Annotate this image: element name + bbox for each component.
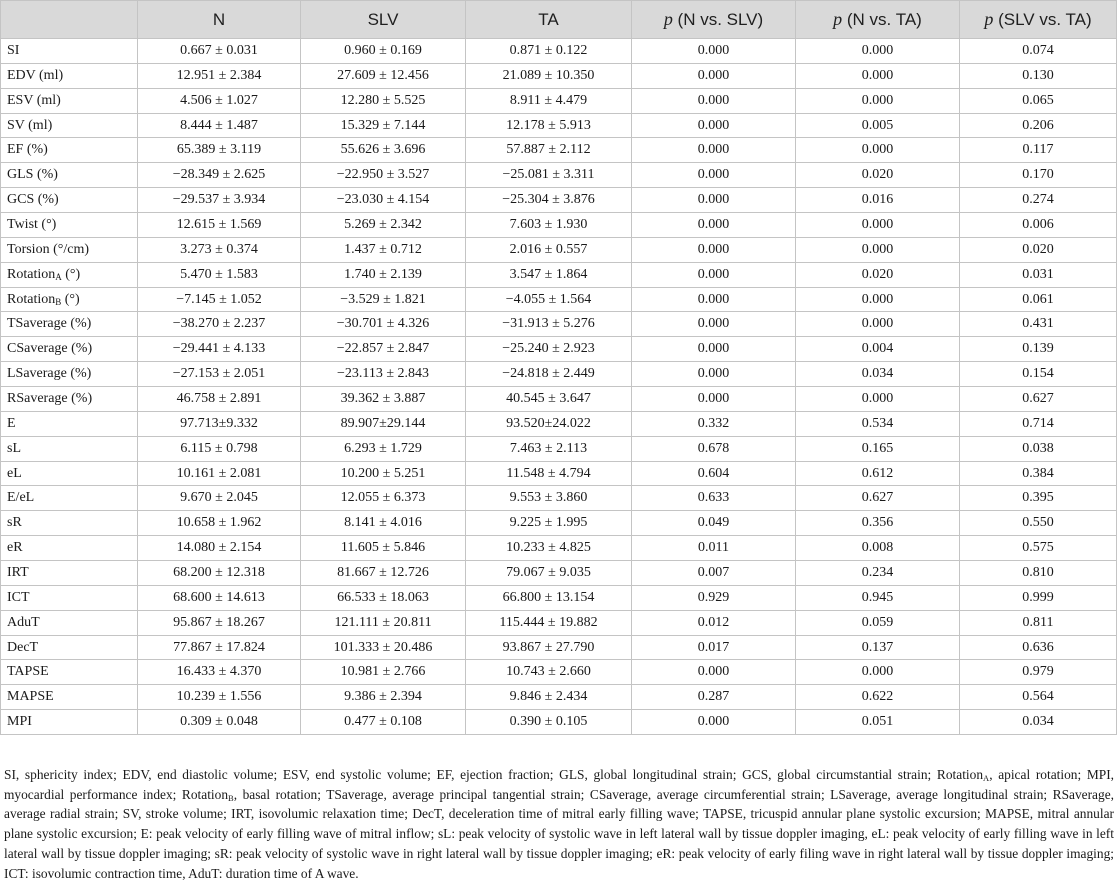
table-row <box>1 113 1117 138</box>
p-symbol: p <box>984 9 994 29</box>
header-p-n-vs-slv-label: (N vs. SLV) <box>672 10 764 29</box>
p-slv-vs-ta-cell: 0.038 <box>960 436 1117 461</box>
p-n-vs-slv-cell: 0.633 <box>632 486 796 511</box>
ta-value-cell: 9.553 ± 3.860 <box>466 486 632 511</box>
p-n-vs-slv-cell: 0.011 <box>632 536 796 561</box>
n-value-cell: 5.470 ± 1.583 <box>138 262 301 287</box>
footnote-text: , basal rotation; TSaverage, average principal tangential strain; CSaverage, average circumferential strain; LSaverage, average longitudinal strain; RSaverage, average radial strain; SV, stroke volume; IRT, isovolumic relaxation time; DecT, deceleration time of mitral early filling wave; TAPSE, tricuspid annular plane systolic excursion; MAPSE, mitral annular plane systolic excursion; E: peak velocity of early filling wave of mitral inflow; sL: peak velocity of systolic wave in left lateral wall by tissue doppler imaging, eL: peak velocity of early filling wave in left lateral wall by tissue doppler imaging; sR: peak velocity of systolic wave in right lateral wall by tissue doppler imaging; eR: peak velocity of early filing wave in right lateral wall by tissue doppler imaging; ICT: isovolumic contraction time, AduT: duration time of A wave. <box>4 786 1114 881</box>
ta-value-cell: 79.067 ± 9.035 <box>466 561 632 586</box>
slv-value-cell: −3.529 ± 1.821 <box>301 287 466 312</box>
parameter-cell <box>1 262 138 287</box>
table-row <box>1 39 1117 64</box>
parameter-name: CSaverage (%) <box>7 341 93 357</box>
parameter-name: TAPSE <box>7 664 49 680</box>
parameter-name: Rotation <box>7 266 56 282</box>
slv-value-cell: −22.857 ± 2.847 <box>301 337 466 362</box>
p-slv-vs-ta-cell: 0.061 <box>960 287 1117 312</box>
ta-value-cell: −24.818 ± 2.449 <box>466 362 632 387</box>
p-n-vs-slv-cell: 0.604 <box>632 461 796 486</box>
p-slv-vs-ta-cell: 0.714 <box>960 411 1117 436</box>
parameter-cell <box>1 536 138 561</box>
ta-value-cell: 0.390 ± 0.105 <box>466 710 632 735</box>
p-n-vs-slv-cell: 0.012 <box>632 610 796 635</box>
p-n-vs-ta-cell: 0.000 <box>796 63 960 88</box>
parameter-name: MPI <box>7 714 32 730</box>
table-row <box>1 486 1117 511</box>
p-slv-vs-ta-cell: 0.810 <box>960 561 1117 586</box>
p-n-vs-ta-cell: 0.008 <box>796 536 960 561</box>
table-row <box>1 188 1117 213</box>
p-n-vs-slv-cell: 0.049 <box>632 511 796 536</box>
slv-value-cell: 5.269 ± 2.342 <box>301 213 466 238</box>
table-row <box>1 436 1117 461</box>
n-value-cell: −38.270 ± 2.237 <box>138 312 301 337</box>
p-n-vs-slv-cell: 0.000 <box>632 188 796 213</box>
slv-value-cell: 101.333 ± 20.486 <box>301 635 466 660</box>
n-value-cell: −27.153 ± 2.051 <box>138 362 301 387</box>
slv-value-cell: 89.907±29.144 <box>301 411 466 436</box>
ta-value-cell: −4.055 ± 1.564 <box>466 287 632 312</box>
table-row <box>1 63 1117 88</box>
p-slv-vs-ta-cell: 0.065 <box>960 88 1117 113</box>
p-slv-vs-ta-cell: 0.206 <box>960 113 1117 138</box>
parameter-unit: (°) <box>61 291 80 307</box>
p-n-vs-ta-cell: 0.059 <box>796 610 960 635</box>
table-row <box>1 88 1117 113</box>
p-slv-vs-ta-cell: 0.031 <box>960 262 1117 287</box>
n-value-cell: 6.115 ± 0.798 <box>138 436 301 461</box>
parameter-cell <box>1 411 138 436</box>
footnote-text: , apical rotation; MPI, myocardial performance index; Rotation <box>4 767 1115 802</box>
table-footnote <box>4 765 1114 883</box>
p-n-vs-slv-cell: 0.287 <box>632 685 796 710</box>
parameter-cell <box>1 113 138 138</box>
slv-value-cell: 10.981 ± 2.766 <box>301 660 466 685</box>
p-slv-vs-ta-cell: 0.274 <box>960 188 1117 213</box>
ta-value-cell: 115.444 ± 19.882 <box>466 610 632 635</box>
n-value-cell: −7.145 ± 1.052 <box>138 287 301 312</box>
p-n-vs-ta-cell: 0.000 <box>796 660 960 685</box>
p-n-vs-slv-cell: 0.000 <box>632 287 796 312</box>
parameter-name: ESV (ml) <box>7 92 61 108</box>
header-p-n-vs-ta <box>796 1 960 39</box>
table-row <box>1 337 1117 362</box>
n-value-cell: 65.389 ± 3.119 <box>138 138 301 163</box>
table-row <box>1 511 1117 536</box>
p-slv-vs-ta-cell: 0.020 <box>960 237 1117 262</box>
table-row <box>1 610 1117 635</box>
p-n-vs-ta-cell: 0.020 <box>796 262 960 287</box>
p-slv-vs-ta-cell: 0.811 <box>960 610 1117 635</box>
parameter-name: Twist (°) <box>7 216 57 232</box>
p-n-vs-slv-cell: 0.929 <box>632 585 796 610</box>
parameter-name: sR <box>7 515 22 531</box>
parameter-name: GCS (%) <box>7 192 59 208</box>
parameter-name: TSaverage (%) <box>7 316 92 332</box>
parameter-name: sL <box>7 440 21 456</box>
table-row <box>1 635 1117 660</box>
n-value-cell: 12.951 ± 2.384 <box>138 63 301 88</box>
p-slv-vs-ta-cell: 0.636 <box>960 635 1117 660</box>
parameter-cell <box>1 486 138 511</box>
parameter-name: GLS (%) <box>7 167 58 183</box>
ta-value-cell: −25.081 ± 3.311 <box>466 163 632 188</box>
table-row <box>1 536 1117 561</box>
n-value-cell: 3.273 ± 0.374 <box>138 237 301 262</box>
parameter-name: eL <box>7 465 22 481</box>
slv-value-cell: −23.113 ± 2.843 <box>301 362 466 387</box>
table-row <box>1 262 1117 287</box>
parameter-name: EF (%) <box>7 142 48 158</box>
slv-value-cell: 0.960 ± 0.169 <box>301 39 466 64</box>
p-n-vs-slv-cell: 0.000 <box>632 213 796 238</box>
parameter-cell <box>1 561 138 586</box>
ta-value-cell: −25.304 ± 3.876 <box>466 188 632 213</box>
parameter-name: Rotation <box>7 291 56 307</box>
p-slv-vs-ta-cell: 0.627 <box>960 387 1117 412</box>
n-value-cell: 95.867 ± 18.267 <box>138 610 301 635</box>
parameter-subscript: A <box>55 271 62 282</box>
parameter-cell <box>1 188 138 213</box>
footnote-subscript-b: B <box>228 792 234 803</box>
table-body <box>1 39 1117 735</box>
p-n-vs-ta-cell: 0.000 <box>796 88 960 113</box>
p-n-vs-slv-cell: 0.000 <box>632 138 796 163</box>
ta-value-cell: 93.867 ± 27.790 <box>466 635 632 660</box>
ta-value-cell: 40.545 ± 3.647 <box>466 387 632 412</box>
p-n-vs-ta-cell: 0.945 <box>796 585 960 610</box>
p-n-vs-ta-cell: 0.000 <box>796 39 960 64</box>
ta-value-cell: −31.913 ± 5.276 <box>466 312 632 337</box>
ta-value-cell: 57.887 ± 2.112 <box>466 138 632 163</box>
parameter-cell <box>1 710 138 735</box>
parameter-name: RSaverage (%) <box>7 390 93 406</box>
table-row <box>1 685 1117 710</box>
ta-value-cell: 3.547 ± 1.864 <box>466 262 632 287</box>
table-row <box>1 362 1117 387</box>
header-parameter <box>1 1 138 39</box>
p-slv-vs-ta-cell: 0.575 <box>960 536 1117 561</box>
p-n-vs-ta-cell: 0.000 <box>796 287 960 312</box>
p-n-vs-slv-cell: 0.000 <box>632 660 796 685</box>
p-slv-vs-ta-cell: 0.550 <box>960 511 1117 536</box>
p-n-vs-slv-cell: 0.000 <box>632 262 796 287</box>
p-n-vs-slv-cell: 0.000 <box>632 312 796 337</box>
ta-value-cell: 8.911 ± 4.479 <box>466 88 632 113</box>
ta-value-cell: 9.225 ± 1.995 <box>466 511 632 536</box>
p-slv-vs-ta-cell: 0.117 <box>960 138 1117 163</box>
n-value-cell: 16.433 ± 4.370 <box>138 660 301 685</box>
p-n-vs-ta-cell: 0.137 <box>796 635 960 660</box>
table-row <box>1 461 1117 486</box>
p-slv-vs-ta-cell: 0.564 <box>960 685 1117 710</box>
parameter-name: AduT <box>7 614 40 630</box>
p-n-vs-ta-cell: 0.534 <box>796 411 960 436</box>
table-row <box>1 411 1117 436</box>
p-n-vs-ta-cell: 0.612 <box>796 461 960 486</box>
n-value-cell: 9.670 ± 2.045 <box>138 486 301 511</box>
p-slv-vs-ta-cell: 0.074 <box>960 39 1117 64</box>
parameter-cell <box>1 362 138 387</box>
slv-value-cell: 27.609 ± 12.456 <box>301 63 466 88</box>
p-slv-vs-ta-cell: 0.999 <box>960 585 1117 610</box>
p-slv-vs-ta-cell: 0.384 <box>960 461 1117 486</box>
p-n-vs-ta-cell: 0.051 <box>796 710 960 735</box>
slv-value-cell: 15.329 ± 7.144 <box>301 113 466 138</box>
parameter-name: LSaverage (%) <box>7 366 92 382</box>
p-n-vs-slv-cell: 0.000 <box>632 113 796 138</box>
parameter-cell <box>1 312 138 337</box>
parameter-cell <box>1 511 138 536</box>
parameter-unit: (°) <box>61 266 81 282</box>
header-p-n-vs-ta-label: (N vs. TA) <box>842 10 922 29</box>
slv-value-cell: −23.030 ± 4.154 <box>301 188 466 213</box>
parameter-name: Torsion (°/cm) <box>7 241 89 257</box>
n-value-cell: 68.600 ± 14.613 <box>138 585 301 610</box>
p-n-vs-ta-cell: 0.165 <box>796 436 960 461</box>
n-value-cell: 77.867 ± 17.824 <box>138 635 301 660</box>
ta-value-cell: 10.743 ± 2.660 <box>466 660 632 685</box>
parameter-name: SI <box>7 42 20 58</box>
parameter-cell <box>1 660 138 685</box>
slv-value-cell: 0.477 ± 0.108 <box>301 710 466 735</box>
n-value-cell: −29.537 ± 3.934 <box>138 188 301 213</box>
parameter-name: eR <box>7 540 23 556</box>
ta-value-cell: 12.178 ± 5.913 <box>466 113 632 138</box>
ta-value-cell: 10.233 ± 4.825 <box>466 536 632 561</box>
p-n-vs-slv-cell: 0.000 <box>632 88 796 113</box>
p-n-vs-slv-cell: 0.000 <box>632 362 796 387</box>
parameter-cell <box>1 685 138 710</box>
p-n-vs-ta-cell: 0.622 <box>796 685 960 710</box>
p-n-vs-ta-cell: 0.356 <box>796 511 960 536</box>
slv-value-cell: 9.386 ± 2.394 <box>301 685 466 710</box>
slv-value-cell: 12.280 ± 5.525 <box>301 88 466 113</box>
parameter-cell <box>1 213 138 238</box>
p-n-vs-slv-cell: 0.000 <box>632 337 796 362</box>
table-header <box>1 1 1117 39</box>
n-value-cell: 97.713±9.332 <box>138 411 301 436</box>
p-n-vs-slv-cell: 0.007 <box>632 561 796 586</box>
p-symbol: p <box>663 9 673 29</box>
slv-value-cell: 66.533 ± 18.063 <box>301 585 466 610</box>
parameter-cell <box>1 635 138 660</box>
slv-value-cell: 121.111 ± 20.811 <box>301 610 466 635</box>
p-n-vs-ta-cell: 0.020 <box>796 163 960 188</box>
footnote-text: SI, sphericity index; EDV, end diastolic volume; ESV, end systolic volume; EF, ejection fraction; GLS, global longitudinal strain; GCS, global circumstantial strain; Rotation <box>4 767 984 782</box>
parameter-name: MAPSE <box>7 689 54 705</box>
table-row <box>1 213 1117 238</box>
p-n-vs-slv-cell: 0.000 <box>632 39 796 64</box>
table-row <box>1 561 1117 586</box>
p-n-vs-ta-cell: 0.000 <box>796 138 960 163</box>
n-value-cell: −28.349 ± 2.625 <box>138 163 301 188</box>
p-slv-vs-ta-cell: 0.431 <box>960 312 1117 337</box>
ta-value-cell: 66.800 ± 13.154 <box>466 585 632 610</box>
slv-value-cell: 81.667 ± 12.726 <box>301 561 466 586</box>
parameter-cell <box>1 88 138 113</box>
p-n-vs-slv-cell: 0.000 <box>632 710 796 735</box>
table-row <box>1 163 1117 188</box>
parameter-name: IRT <box>7 564 29 580</box>
ta-value-cell: 0.871 ± 0.122 <box>466 39 632 64</box>
ta-value-cell: 11.548 ± 4.794 <box>466 461 632 486</box>
footnote-subscript-a: A <box>983 773 990 783</box>
table-row <box>1 660 1117 685</box>
parameter-cell <box>1 436 138 461</box>
n-value-cell: 68.200 ± 12.318 <box>138 561 301 586</box>
parameter-cell <box>1 138 138 163</box>
slv-value-cell: −30.701 ± 4.326 <box>301 312 466 337</box>
p-n-vs-ta-cell: 0.016 <box>796 188 960 213</box>
p-n-vs-ta-cell: 0.000 <box>796 312 960 337</box>
slv-value-cell: 10.200 ± 5.251 <box>301 461 466 486</box>
header-p-slv-vs-ta-label: (SLV vs. TA) <box>993 10 1092 29</box>
n-value-cell: 0.309 ± 0.048 <box>138 710 301 735</box>
slv-value-cell: 12.055 ± 6.373 <box>301 486 466 511</box>
parameter-cell <box>1 237 138 262</box>
parameter-cell <box>1 387 138 412</box>
header-row <box>1 1 1117 39</box>
p-slv-vs-ta-cell: 0.034 <box>960 710 1117 735</box>
p-slv-vs-ta-cell: 0.395 <box>960 486 1117 511</box>
parameter-cell <box>1 461 138 486</box>
n-value-cell: 0.667 ± 0.031 <box>138 39 301 64</box>
parameter-name: E/eL <box>7 490 35 506</box>
parameter-cell <box>1 585 138 610</box>
p-n-vs-ta-cell: 0.000 <box>796 213 960 238</box>
p-n-vs-slv-cell: 0.332 <box>632 411 796 436</box>
parameter-subscript: B <box>55 296 62 307</box>
parameter-name: EDV (ml) <box>7 67 64 83</box>
p-slv-vs-ta-cell: 0.139 <box>960 337 1117 362</box>
slv-value-cell: 39.362 ± 3.887 <box>301 387 466 412</box>
n-value-cell: −29.441 ± 4.133 <box>138 337 301 362</box>
table-row <box>1 710 1117 735</box>
ta-value-cell: 9.846 ± 2.434 <box>466 685 632 710</box>
parameter-cell <box>1 287 138 312</box>
slv-value-cell: 8.141 ± 4.016 <box>301 511 466 536</box>
n-value-cell: 10.658 ± 1.962 <box>138 511 301 536</box>
ta-value-cell: 7.463 ± 2.113 <box>466 436 632 461</box>
ta-value-cell: 2.016 ± 0.557 <box>466 237 632 262</box>
p-slv-vs-ta-cell: 0.979 <box>960 660 1117 685</box>
n-value-cell: 14.080 ± 2.154 <box>138 536 301 561</box>
n-value-cell: 10.161 ± 2.081 <box>138 461 301 486</box>
p-slv-vs-ta-cell: 0.154 <box>960 362 1117 387</box>
slv-value-cell: 1.740 ± 2.139 <box>301 262 466 287</box>
table-row <box>1 312 1117 337</box>
p-n-vs-slv-cell: 0.000 <box>632 387 796 412</box>
parameter-cell <box>1 63 138 88</box>
p-n-vs-slv-cell: 0.678 <box>632 436 796 461</box>
slv-value-cell: 1.437 ± 0.712 <box>301 237 466 262</box>
n-value-cell: 4.506 ± 1.027 <box>138 88 301 113</box>
ta-value-cell: −25.240 ± 2.923 <box>466 337 632 362</box>
p-n-vs-ta-cell: 0.234 <box>796 561 960 586</box>
parameter-name: ICT <box>7 589 30 605</box>
ta-value-cell: 7.603 ± 1.930 <box>466 213 632 238</box>
p-n-vs-ta-cell: 0.000 <box>796 237 960 262</box>
slv-value-cell: 11.605 ± 5.846 <box>301 536 466 561</box>
p-n-vs-slv-cell: 0.017 <box>632 635 796 660</box>
table-row <box>1 387 1117 412</box>
slv-value-cell: 55.626 ± 3.696 <box>301 138 466 163</box>
p-n-vs-ta-cell: 0.004 <box>796 337 960 362</box>
slv-value-cell: 6.293 ± 1.729 <box>301 436 466 461</box>
header-p-n-vs-slv <box>632 1 796 39</box>
p-slv-vs-ta-cell: 0.170 <box>960 163 1117 188</box>
p-n-vs-ta-cell: 0.005 <box>796 113 960 138</box>
parameter-name: SV (ml) <box>7 117 53 133</box>
parameter-cell <box>1 39 138 64</box>
p-n-vs-slv-cell: 0.000 <box>632 163 796 188</box>
p-n-vs-ta-cell: 0.000 <box>796 387 960 412</box>
p-slv-vs-ta-cell: 0.130 <box>960 63 1117 88</box>
p-slv-vs-ta-cell: 0.006 <box>960 213 1117 238</box>
p-symbol: p <box>833 9 843 29</box>
n-value-cell: 8.444 ± 1.487 <box>138 113 301 138</box>
ta-value-cell: 21.089 ± 10.350 <box>466 63 632 88</box>
parameter-name: E <box>7 415 16 431</box>
p-n-vs-slv-cell: 0.000 <box>632 63 796 88</box>
table-row <box>1 237 1117 262</box>
p-n-vs-ta-cell: 0.627 <box>796 486 960 511</box>
n-value-cell: 10.239 ± 1.556 <box>138 685 301 710</box>
n-value-cell: 12.615 ± 1.569 <box>138 213 301 238</box>
table-row <box>1 138 1117 163</box>
table-row <box>1 287 1117 312</box>
parameter-name: DecT <box>7 639 39 655</box>
slv-value-cell: −22.950 ± 3.527 <box>301 163 466 188</box>
table-row <box>1 585 1117 610</box>
header-ta: TA <box>466 1 632 39</box>
ta-value-cell: 93.520±24.022 <box>466 411 632 436</box>
p-n-vs-slv-cell: 0.000 <box>632 237 796 262</box>
n-value-cell: 46.758 ± 2.891 <box>138 387 301 412</box>
header-n: N <box>138 1 301 39</box>
p-n-vs-ta-cell: 0.034 <box>796 362 960 387</box>
parameter-cell <box>1 610 138 635</box>
parameter-cell <box>1 337 138 362</box>
parameter-cell <box>1 163 138 188</box>
header-p-slv-vs-ta <box>960 1 1117 39</box>
header-slv: SLV <box>301 1 466 39</box>
